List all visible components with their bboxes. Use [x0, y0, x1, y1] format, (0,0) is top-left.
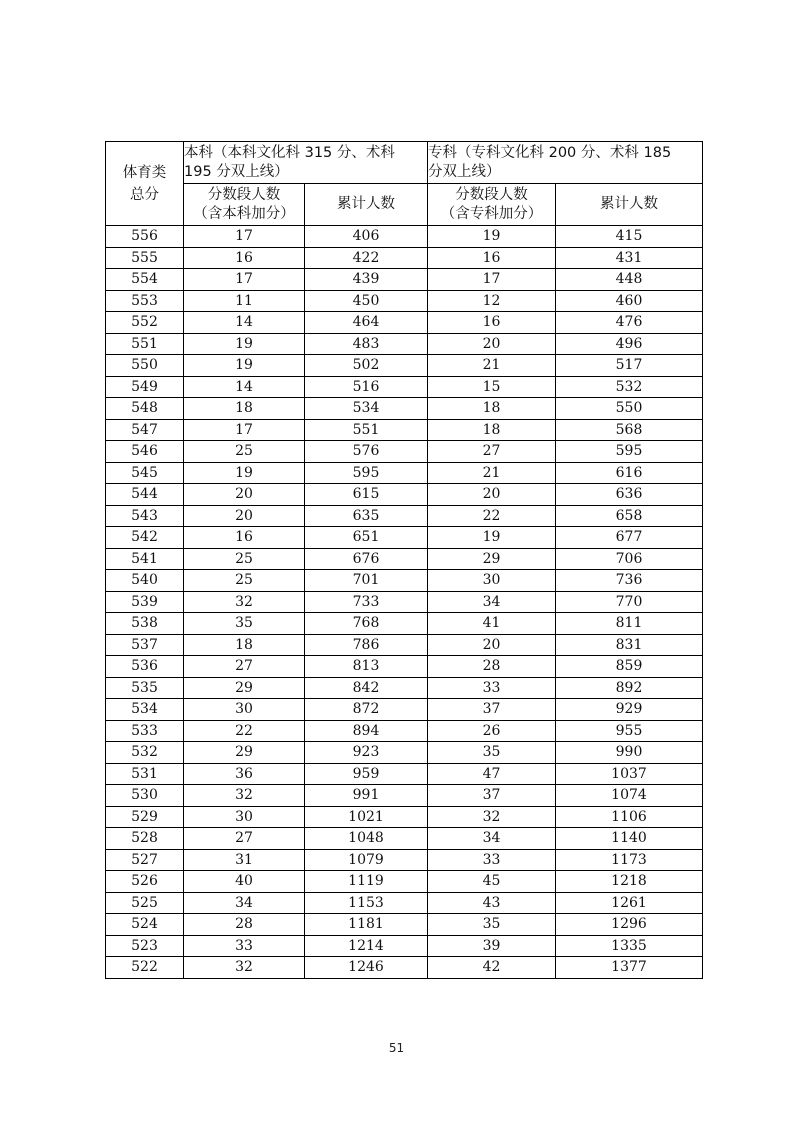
- benke-segment-cell: 17: [184, 419, 305, 441]
- header-total-score: [106, 142, 184, 226]
- zhuanke-cumulative-cell: 550: [556, 398, 703, 420]
- benke-segment-cell: 29: [184, 742, 305, 764]
- zhuanke-segment-cell: 20: [428, 333, 556, 355]
- zhuanke-cumulative-cell: 770: [556, 591, 703, 613]
- benke-cumulative-cell: 1119: [305, 871, 428, 893]
- zhuanke-cumulative-cell: 831: [556, 634, 703, 656]
- zhuanke-segment-cell: 42: [428, 957, 556, 979]
- zhuanke-cumulative-cell: 955: [556, 720, 703, 742]
- header-zhuanke-segment: [428, 184, 556, 226]
- total-score-cell: 550: [106, 355, 184, 377]
- zhuanke-cumulative-cell: 1173: [556, 849, 703, 871]
- benke-segment-cell: 20: [184, 484, 305, 506]
- zhuanke-cumulative-cell: 1377: [556, 957, 703, 979]
- benke-segment-cell: 17: [184, 226, 305, 248]
- benke-segment-cell: 16: [184, 247, 305, 269]
- zhuanke-cumulative-cell: 415: [556, 226, 703, 248]
- zhuanke-cumulative-cell: 1261: [556, 892, 703, 914]
- table-row: [106, 570, 703, 592]
- benke-cumulative-cell: 635: [305, 505, 428, 527]
- total-score-cell: 548: [106, 398, 184, 420]
- table-row: [106, 828, 703, 850]
- benke-segment-cell: 18: [184, 398, 305, 420]
- table-row: [106, 226, 703, 248]
- zhuanke-segment-cell: 33: [428, 677, 556, 699]
- header-zhuanke-cumulative-text: 累计人数: [600, 196, 658, 212]
- benke-cumulative-cell: 813: [305, 656, 428, 678]
- zhuanke-cumulative-cell: 476: [556, 312, 703, 334]
- table-row: [106, 871, 703, 893]
- benke-cumulative-cell: 991: [305, 785, 428, 807]
- total-score-cell: 543: [106, 505, 184, 527]
- benke-segment-cell: 33: [184, 935, 305, 957]
- total-score-cell: 554: [106, 269, 184, 291]
- benke-segment-cell: 18: [184, 634, 305, 656]
- table-row: [106, 656, 703, 678]
- table-row: [106, 247, 703, 269]
- zhuanke-segment-cell: 18: [428, 398, 556, 420]
- zhuanke-segment-cell: 18: [428, 419, 556, 441]
- zhuanke-segment-cell: 33: [428, 849, 556, 871]
- total-score-cell: 529: [106, 806, 184, 828]
- zhuanke-cumulative-cell: 1106: [556, 806, 703, 828]
- zhuanke-segment-cell: 27: [428, 441, 556, 463]
- table-row: [106, 484, 703, 506]
- zhuanke-segment-cell: 12: [428, 290, 556, 312]
- zhuanke-segment-cell: 28: [428, 656, 556, 678]
- benke-cumulative-cell: 464: [305, 312, 428, 334]
- table-row: [106, 398, 703, 420]
- benke-cumulative-cell: 894: [305, 720, 428, 742]
- benke-segment-cell: 32: [184, 591, 305, 613]
- benke-segment-cell: 19: [184, 333, 305, 355]
- total-score-cell: 533: [106, 720, 184, 742]
- zhuanke-segment-cell: 39: [428, 935, 556, 957]
- zhuanke-cumulative-cell: 532: [556, 376, 703, 398]
- table-row: [106, 957, 703, 979]
- table-row: [106, 806, 703, 828]
- page-number: 51: [388, 1041, 405, 1055]
- total-score-cell: 541: [106, 548, 184, 570]
- zhuanke-segment-cell: 37: [428, 699, 556, 721]
- benke-cumulative-cell: 516: [305, 376, 428, 398]
- benke-cumulative-cell: 651: [305, 527, 428, 549]
- zhuanke-cumulative-cell: 658: [556, 505, 703, 527]
- zhuanke-segment-cell: 15: [428, 376, 556, 398]
- total-score-cell: 526: [106, 871, 184, 893]
- benke-segment-cell: 27: [184, 656, 305, 678]
- header-benke-group-text: 本科（本科文化科 315 分、术科 195 分双上线）: [184, 144, 395, 180]
- table-row: [106, 914, 703, 936]
- total-score-cell: 539: [106, 591, 184, 613]
- zhuanke-cumulative-cell: 460: [556, 290, 703, 312]
- header-total-score-text: 体育类 总分: [122, 164, 167, 203]
- benke-segment-cell: 30: [184, 699, 305, 721]
- total-score-cell: 524: [106, 914, 184, 936]
- zhuanke-segment-cell: 30: [428, 570, 556, 592]
- zhuanke-cumulative-cell: 1074: [556, 785, 703, 807]
- zhuanke-cumulative-cell: 990: [556, 742, 703, 764]
- header-benke-segment: [184, 184, 305, 226]
- benke-segment-cell: 17: [184, 269, 305, 291]
- zhuanke-cumulative-cell: 1037: [556, 763, 703, 785]
- table-row: [106, 591, 703, 613]
- benke-cumulative-cell: 406: [305, 226, 428, 248]
- benke-cumulative-cell: 483: [305, 333, 428, 355]
- table-row: [106, 290, 703, 312]
- benke-cumulative-cell: 959: [305, 763, 428, 785]
- table-row: [106, 333, 703, 355]
- benke-segment-cell: 28: [184, 914, 305, 936]
- total-score-cell: 545: [106, 462, 184, 484]
- zhuanke-segment-cell: 47: [428, 763, 556, 785]
- benke-cumulative-cell: 923: [305, 742, 428, 764]
- header-benke-cumulative-text: 累计人数: [337, 196, 395, 212]
- table-row: [106, 312, 703, 334]
- total-score-cell: 540: [106, 570, 184, 592]
- zhuanke-cumulative-cell: 448: [556, 269, 703, 291]
- zhuanke-segment-cell: 16: [428, 247, 556, 269]
- table-row: [106, 935, 703, 957]
- benke-segment-cell: 32: [184, 957, 305, 979]
- table-row: [106, 505, 703, 527]
- benke-cumulative-cell: 450: [305, 290, 428, 312]
- zhuanke-cumulative-cell: 517: [556, 355, 703, 377]
- benke-segment-cell: 19: [184, 355, 305, 377]
- zhuanke-segment-cell: 35: [428, 742, 556, 764]
- benke-segment-cell: 36: [184, 763, 305, 785]
- table-row: [106, 763, 703, 785]
- zhuanke-segment-cell: 29: [428, 548, 556, 570]
- benke-cumulative-cell: 595: [305, 462, 428, 484]
- zhuanke-segment-cell: 16: [428, 312, 556, 334]
- total-score-cell: 523: [106, 935, 184, 957]
- zhuanke-segment-cell: 19: [428, 226, 556, 248]
- zhuanke-cumulative-cell: 859: [556, 656, 703, 678]
- benke-cumulative-cell: 1181: [305, 914, 428, 936]
- total-score-cell: 538: [106, 613, 184, 635]
- zhuanke-segment-cell: 32: [428, 806, 556, 828]
- zhuanke-segment-cell: 34: [428, 828, 556, 850]
- zhuanke-segment-cell: 21: [428, 462, 556, 484]
- zhuanke-cumulative-cell: 1335: [556, 935, 703, 957]
- header-benke-group: [184, 142, 428, 184]
- total-score-cell: 546: [106, 441, 184, 463]
- header-benke-segment-text: 分数段人数 （含本科加分）: [193, 186, 295, 222]
- benke-segment-cell: 34: [184, 892, 305, 914]
- total-score-cell: 556: [106, 226, 184, 248]
- table-row: [106, 548, 703, 570]
- zhuanke-cumulative-cell: 431: [556, 247, 703, 269]
- total-score-cell: 547: [106, 419, 184, 441]
- table-row: [106, 269, 703, 291]
- zhuanke-segment-cell: 34: [428, 591, 556, 613]
- header-zhuanke-group-text: 专科（专科文化科 200 分、术科 185 分双上线）: [428, 144, 672, 180]
- benke-segment-cell: 40: [184, 871, 305, 893]
- table-row: [106, 419, 703, 441]
- benke-segment-cell: 27: [184, 828, 305, 850]
- total-score-cell: 528: [106, 828, 184, 850]
- zhuanke-cumulative-cell: 595: [556, 441, 703, 463]
- header-zhuanke-segment-text: 分数段人数 （含专科加分）: [440, 186, 543, 222]
- benke-cumulative-cell: 1153: [305, 892, 428, 914]
- table-row: [106, 613, 703, 635]
- benke-segment-cell: 25: [184, 548, 305, 570]
- zhuanke-segment-cell: 41: [428, 613, 556, 635]
- zhuanke-cumulative-cell: 636: [556, 484, 703, 506]
- benke-segment-cell: 19: [184, 462, 305, 484]
- benke-segment-cell: 14: [184, 376, 305, 398]
- table-row: [106, 892, 703, 914]
- benke-segment-cell: 29: [184, 677, 305, 699]
- benke-cumulative-cell: 1214: [305, 935, 428, 957]
- table-row: [106, 634, 703, 656]
- zhuanke-segment-cell: 20: [428, 484, 556, 506]
- zhuanke-segment-cell: 19: [428, 527, 556, 549]
- benke-cumulative-cell: 701: [305, 570, 428, 592]
- benke-cumulative-cell: 615: [305, 484, 428, 506]
- benke-segment-cell: 22: [184, 720, 305, 742]
- benke-cumulative-cell: 534: [305, 398, 428, 420]
- zhuanke-cumulative-cell: 706: [556, 548, 703, 570]
- total-score-cell: 549: [106, 376, 184, 398]
- benke-cumulative-cell: 768: [305, 613, 428, 635]
- table-row: [106, 742, 703, 764]
- header-zhuanke-cumulative: [556, 184, 703, 226]
- total-score-cell: 532: [106, 742, 184, 764]
- table-row: [106, 785, 703, 807]
- table-row: [106, 441, 703, 463]
- total-score-cell: 536: [106, 656, 184, 678]
- total-score-cell: 544: [106, 484, 184, 506]
- zhuanke-cumulative-cell: 616: [556, 462, 703, 484]
- benke-cumulative-cell: 1079: [305, 849, 428, 871]
- zhuanke-segment-cell: 20: [428, 634, 556, 656]
- table-row: [106, 677, 703, 699]
- zhuanke-cumulative-cell: 1296: [556, 914, 703, 936]
- zhuanke-segment-cell: 35: [428, 914, 556, 936]
- zhuanke-cumulative-cell: 1140: [556, 828, 703, 850]
- benke-cumulative-cell: 502: [305, 355, 428, 377]
- zhuanke-cumulative-cell: 811: [556, 613, 703, 635]
- benke-segment-cell: 30: [184, 806, 305, 828]
- table-row: [106, 376, 703, 398]
- benke-cumulative-cell: 551: [305, 419, 428, 441]
- zhuanke-segment-cell: 43: [428, 892, 556, 914]
- table-row: [106, 462, 703, 484]
- zhuanke-segment-cell: 22: [428, 505, 556, 527]
- table-row: [106, 527, 703, 549]
- zhuanke-cumulative-cell: 892: [556, 677, 703, 699]
- table-row: [106, 355, 703, 377]
- total-score-cell: 535: [106, 677, 184, 699]
- score-distribution-table: [105, 141, 703, 979]
- zhuanke-cumulative-cell: 496: [556, 333, 703, 355]
- benke-segment-cell: 25: [184, 441, 305, 463]
- benke-cumulative-cell: 1246: [305, 957, 428, 979]
- benke-segment-cell: 32: [184, 785, 305, 807]
- zhuanke-cumulative-cell: 736: [556, 570, 703, 592]
- zhuanke-segment-cell: 17: [428, 269, 556, 291]
- table-body: [106, 226, 703, 979]
- total-score-cell: 522: [106, 957, 184, 979]
- total-score-cell: 534: [106, 699, 184, 721]
- benke-segment-cell: 20: [184, 505, 305, 527]
- total-score-cell: 525: [106, 892, 184, 914]
- zhuanke-segment-cell: 26: [428, 720, 556, 742]
- table-row: [106, 699, 703, 721]
- zhuanke-segment-cell: 37: [428, 785, 556, 807]
- zhuanke-segment-cell: 21: [428, 355, 556, 377]
- total-score-cell: 531: [106, 763, 184, 785]
- benke-segment-cell: 25: [184, 570, 305, 592]
- benke-cumulative-cell: 576: [305, 441, 428, 463]
- zhuanke-cumulative-cell: 568: [556, 419, 703, 441]
- table-row: [106, 720, 703, 742]
- benke-cumulative-cell: 842: [305, 677, 428, 699]
- total-score-cell: 555: [106, 247, 184, 269]
- benke-cumulative-cell: 1021: [305, 806, 428, 828]
- benke-cumulative-cell: 439: [305, 269, 428, 291]
- header-benke-cumulative: [305, 184, 428, 226]
- total-score-cell: 530: [106, 785, 184, 807]
- zhuanke-cumulative-cell: 677: [556, 527, 703, 549]
- benke-segment-cell: 16: [184, 527, 305, 549]
- zhuanke-cumulative-cell: 1218: [556, 871, 703, 893]
- total-score-cell: 552: [106, 312, 184, 334]
- table-row: [106, 849, 703, 871]
- zhuanke-segment-cell: 45: [428, 871, 556, 893]
- benke-cumulative-cell: 676: [305, 548, 428, 570]
- total-score-cell: 527: [106, 849, 184, 871]
- benke-segment-cell: 31: [184, 849, 305, 871]
- total-score-cell: 537: [106, 634, 184, 656]
- total-score-cell: 542: [106, 527, 184, 549]
- total-score-cell: 551: [106, 333, 184, 355]
- benke-cumulative-cell: 733: [305, 591, 428, 613]
- benke-cumulative-cell: 872: [305, 699, 428, 721]
- benke-cumulative-cell: 1048: [305, 828, 428, 850]
- benke-segment-cell: 11: [184, 290, 305, 312]
- benke-cumulative-cell: 422: [305, 247, 428, 269]
- zhuanke-cumulative-cell: 929: [556, 699, 703, 721]
- header-zhuanke-group: [428, 142, 703, 184]
- benke-cumulative-cell: 786: [305, 634, 428, 656]
- benke-segment-cell: 35: [184, 613, 305, 635]
- total-score-cell: 553: [106, 290, 184, 312]
- benke-segment-cell: 14: [184, 312, 305, 334]
